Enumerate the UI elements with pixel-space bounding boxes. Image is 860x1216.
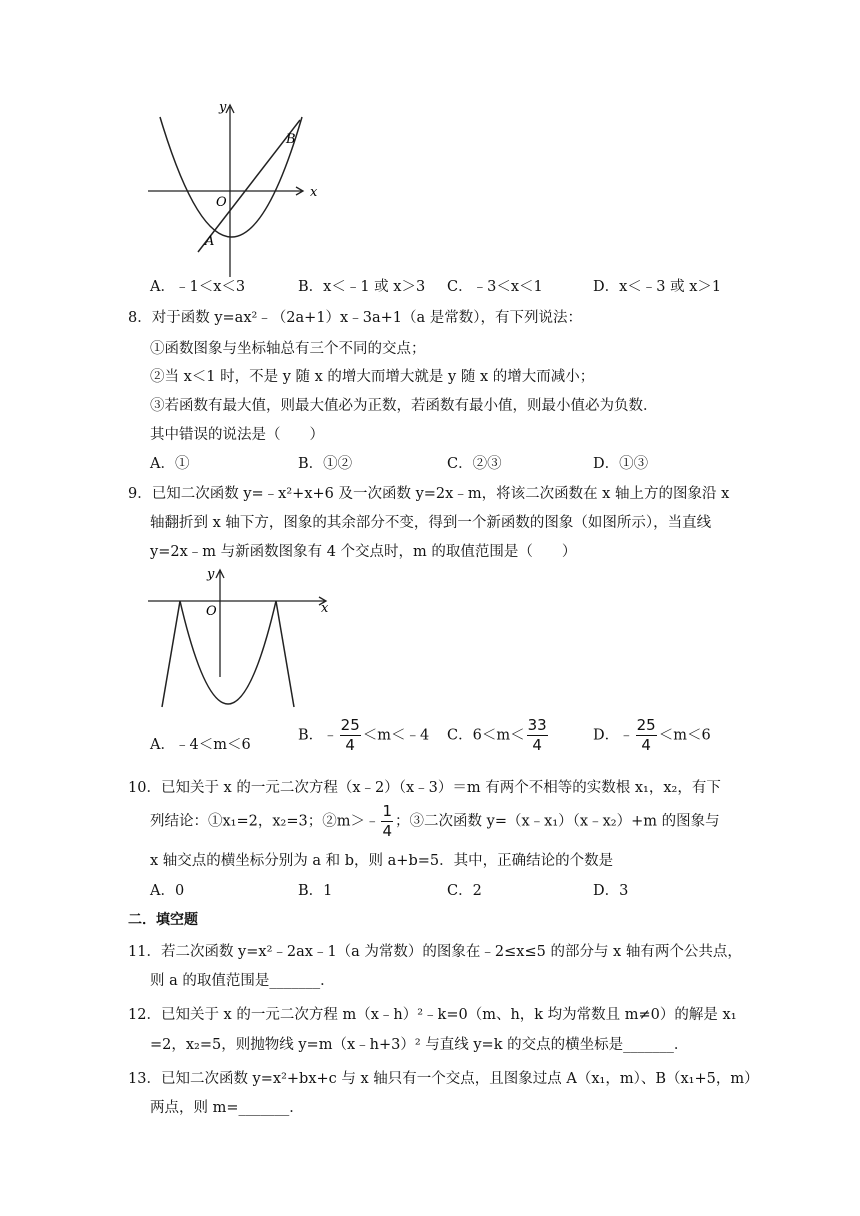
q10-line-2: 列结论：①x₁=2，x₂=3；②m＞﹣ $\frac{1}{4}$ ；③二次函数 y=（x﹣x₁）（x﹣x₂）+m 的图象与 [150,802,720,840]
q12-line-2: =2，x₂=5，则抛物线 y=m（x﹣h+3）² 与直线 y=k 的交点的横坐标是_______． [150,1037,689,1053]
q8-statement-1: ①函数图象与坐标轴总有三个不同的交点； [150,341,426,357]
q10-option-a[interactable]: A．0 [150,883,185,899]
right-branch [276,601,294,707]
q9-option-b[interactable]: B．﹣ $\frac{25}{4}$ ＜m＜﹣4 [298,716,430,754]
q7-option-b[interactable]: B．x＜﹣1 或 x＞3 [298,279,426,295]
q13-line-1: 13．已知二次函数 y=x²+bx+c 与 x 轴只有一个交点，且图象过点 A（x₁，m）、B（x₁+5，m） [128,1071,759,1087]
q10-option-b[interactable]: B．1 [298,883,333,899]
y-axis-label: y [219,100,227,115]
x-axis-label: x [310,185,318,200]
q9-line-3: y=2x﹣m 与新函数图象有 4 个交点时，m 的取值范围是（ ） [150,544,577,560]
y-axis-label: y [207,567,215,582]
q8-statement-3: ③若函数有最大值，则最大值必为正数，若函数有最小值，则最小值必为负数． [150,398,658,414]
q11-line-1: 11．若二次函数 y=x²﹣2ax﹣1（a 为常数）的图象在﹣2≤x≤5 的部分与 x 轴有两个公共点， [128,944,742,960]
left-branch [162,601,180,707]
q8-statement-2: ②当 x＜1 时，不是 y 随 x 的增大而增大就是 y 随 x 的增大而减小； [150,369,595,385]
figure-q9-graph [140,562,340,722]
x-axis-label: x [321,601,329,616]
q12-line-1: 12．已知关于 x 的一元二次方程 m（x﹣h）²﹣k=0（m、h，k 均为常数且 m≠0）的解是 x₁ [128,1007,737,1023]
origin-label: O [206,604,217,619]
q8-stem: 8．对于函数 y=ax²﹣（2a+1）x﹣3a+1（a 是常数），有下列说法： [128,310,582,326]
q9-option-d[interactable]: D．﹣ $\frac{25}{4}$ ＜m＜6 [593,716,711,754]
q13-line-2: 两点，则 m=_______． [150,1100,304,1116]
q9-line-2: 轴翻折到 x 轴下方，图象的其余部分不变，得到一个新函数的图象（如图所示），当直线 [150,515,712,531]
q10-line-1: 10．已知关于 x 的一元二次方程（x﹣2）（x﹣3）＝m 有两个不相等的实数根 x₁，x₂，有下 [128,780,721,796]
q7-option-d[interactable]: D．x＜﹣3 或 x＞1 [593,279,722,295]
q8-question: 其中错误的说法是（ ） [150,427,324,443]
q7-option-a[interactable]: A．﹣1＜x＜3 [150,279,246,295]
origin-label: O [216,195,227,210]
fraction-25-4: $\frac{25}{4}$ [340,716,360,754]
point-b-label: B [286,132,296,147]
q8-option-d[interactable]: D．①③ [593,456,649,472]
point-a-label: A [205,234,215,249]
q9-option-c[interactable]: C．6＜m＜ $\frac{33}{4}$ [447,716,547,754]
section-heading: 二．填空题 [128,912,198,928]
folded-parabola-curve [180,601,276,704]
parabola-curve [160,117,302,237]
q9-option-a[interactable]: A．﹣4＜m＜6 [150,737,251,753]
q8-option-c[interactable]: C．②③ [447,456,502,472]
q8-option-b[interactable]: B．①② [298,456,353,472]
q9-line-1: 9．已知二次函数 y=﹣x²+x+6 及一次函数 y=2x﹣m，将该二次函数在 x 轴上方的图象沿 x [128,486,730,502]
fraction-1-4: $\frac{1}{4}$ [382,802,393,840]
q10-option-c[interactable]: C．2 [447,883,482,899]
fraction-25-4: $\frac{25}{4}$ [636,716,656,754]
q11-line-2: 则 a 的取值范围是_______． [150,973,335,989]
q8-option-a[interactable]: A．① [150,456,190,472]
q10-option-d[interactable]: D．3 [593,883,629,899]
q10-line-3: x 轴交点的横坐标分别为 a 和 b，则 a+b=5．其中，正确结论的个数是 [150,853,614,869]
q7-option-c[interactable]: C．﹣3＜x＜1 [447,279,543,295]
figure-q7-graph [140,95,340,280]
fraction-33-4: $\frac{33}{4}$ [527,716,547,754]
straight-line [198,120,300,252]
